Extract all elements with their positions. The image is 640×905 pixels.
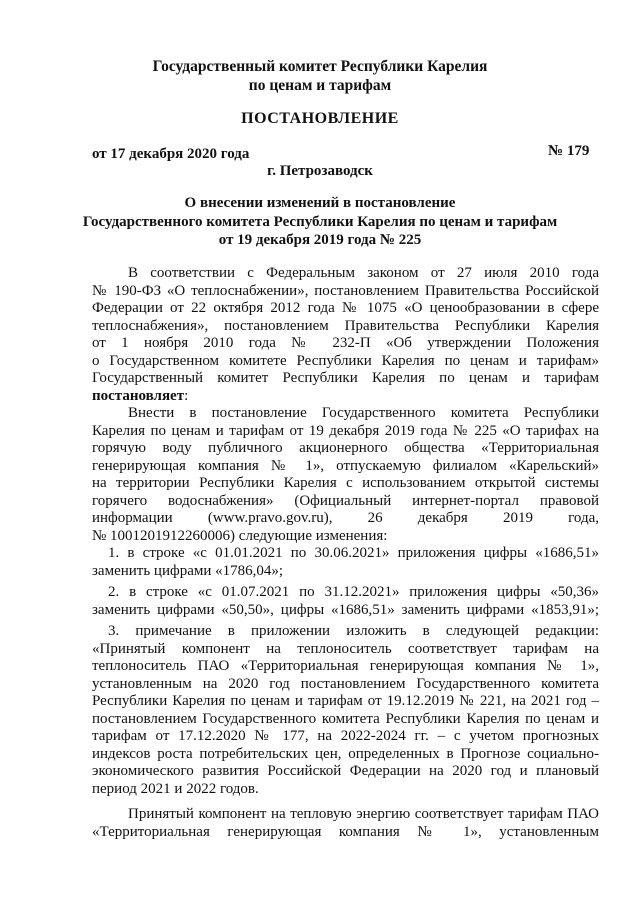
text-line: тарифам от 17.12.2020 № 177, на 2022-2024 гг. – с учетом прогнозных xyxy=(92,728,599,744)
text-line: Федерации от 22 октября 2012 года № 1075 «О ценообразовании в сфере xyxy=(92,300,599,316)
text-line: теплоноситель ПАО «Территориальная генерирующая компания № 1», xyxy=(92,658,599,674)
text-line: Принятый компонент на тепловую энергию соответствует тарифам ПАО xyxy=(128,806,599,822)
subject-line: от 19 декабря 2019 года № 225 xyxy=(218,232,422,248)
text-line: экономического развития Российской Федерации на 2020 год и плановый xyxy=(92,763,599,779)
text-line: Республики Карелия по ценам и тарифам от 19.12.2019 № 221, на 2021 год – xyxy=(92,693,599,709)
text-line: информации (www.pravo.gov.ru), 26 декабря 2019 года, xyxy=(92,510,599,526)
text-line: заменить цифрами «1786,04»; xyxy=(92,562,284,579)
list-item: 2. в строке «с 01.07.2021 по 31.12.2021» приложения цифры «50,36» xyxy=(108,584,599,600)
resolves-word: постановляет xyxy=(92,387,185,404)
text-line: период 2021 и 2022 годов. xyxy=(92,780,259,797)
subject-line: Государственного комитета Республики Карелия по ценам и тарифам xyxy=(82,213,558,230)
text-line: «Территориальная генерирующая компания № 1», установленным xyxy=(92,823,599,840)
document-body xyxy=(92,265,599,841)
document-city: г. Петрозаводск xyxy=(267,163,373,179)
text-line xyxy=(92,388,599,406)
resolves-colon: : xyxy=(184,387,189,404)
text-line: теплоснабжения», постановлением Правительства Республики Карелия xyxy=(92,317,599,334)
list-item: 1. в строке «с 01.01.2021 по 30.06.2021» приложения цифры «1686,51» xyxy=(108,545,599,561)
text-line: Внести в постановление Государственного комитета Республики xyxy=(128,405,599,421)
text-line: горячую воду публичного акционерного общества «Территориальная xyxy=(92,440,599,456)
document-number: № 179 xyxy=(548,143,590,159)
list-item: 3. примечание в приложении изложить в следующей редакции: xyxy=(108,623,599,639)
text-line: Карелия по ценам и тарифам от 19 декабря 2019 года № 225 «О тарифах на xyxy=(92,422,599,439)
text-line: постановлением Государственного комитета Республики Карелия по ценам и xyxy=(92,710,599,727)
issuer-name: Государственный комитет Республики Карелия xyxy=(152,58,488,75)
text-line: на территории Республики Карелия с использованием открытой системы xyxy=(92,475,599,491)
text-line: индексов роста потребительских цен, определенных в Прогнозе социально- xyxy=(92,745,599,762)
document-date: от 17 декабря 2020 года xyxy=(92,146,250,162)
document-title: ПОСТАНОВЛЕНИЕ xyxy=(241,110,399,127)
text-line: № 190-ФЗ «О теплоснабжении», постановлением Правительства Российской xyxy=(92,282,599,299)
text-line: генерирующая компания № 1», отпускаемую филиалом «Карельский» xyxy=(92,457,599,474)
document-subject xyxy=(0,194,640,250)
text-line: установленным на 2020 год постановлением Государственного комитета xyxy=(92,675,599,692)
text-line: «Принятый компонент на теплоноситель соответствует тарифам на xyxy=(92,640,599,657)
text-line: Государственный комитет Республики Карелия по ценам и тарифам xyxy=(92,370,599,386)
text-line: В соответствии с Федеральным законом от 27 июля 2010 года xyxy=(128,265,599,281)
text-line: горячего водоснабжения» (Официальный интернет-портал правовой xyxy=(92,492,599,509)
text-line: от 1 ноября 2010 года № 232-П «Об утверждении Положения xyxy=(92,335,599,351)
text-line: заменить цифрами «50,50», цифры «1686,51» заменить цифрами «1853,91»; xyxy=(92,601,599,618)
issuer-name-line2: по ценам и тарифам xyxy=(248,77,392,94)
subject-line: О внесении изменений в постановление xyxy=(184,195,456,211)
text-line: № 1001201912260006) следующие изменения: xyxy=(92,527,388,544)
text-line: о Государственном комитете Республики Карелия по ценам и тарифам» xyxy=(92,352,599,369)
